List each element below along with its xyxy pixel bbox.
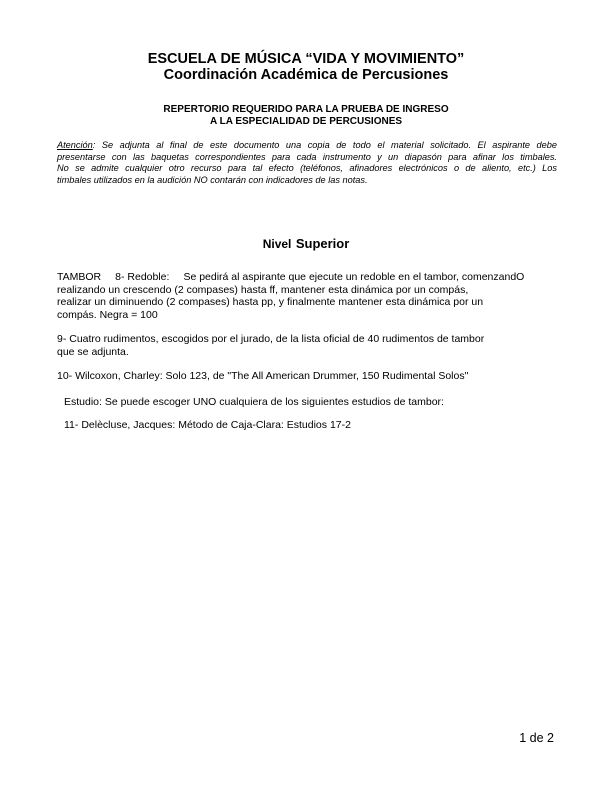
page-number: 1 de 2 [519, 731, 554, 745]
item-8-line-1 [57, 271, 524, 284]
item-8-line-3: realizar un diminuendo (2 compases) hasta pp, y finalmente mantener esta dinámica por un [57, 296, 484, 308]
item-10-line-1: 10- Wilcoxon, Charley: Solo 123, de "The All American Drummer, 150 Rudimental Solos" [57, 370, 469, 382]
school-subtitle: Coordinación Académica de Percusiones [163, 67, 449, 83]
notice-label: Atención [57, 140, 93, 150]
item-8-line-2: realizando un crescendo (2 compases) hasta ff, mantener esta dinámica por un compás, [57, 283, 469, 296]
item-8-redoble [57, 271, 524, 321]
level-word: Nivel [262, 237, 292, 251]
estudio-line-1: Estudio: Se puede escoger UNO cualquiera de los siguientes estudios de tambor: [64, 396, 444, 408]
repertoire-heading-line-1: REPERTORIO REQUERIDO PARA LA PRUEBA DE INGRESO [163, 104, 449, 115]
document-header [0, 51, 612, 83]
notice-line-1-text: : Se adjunta al final de este documento una copia de todo el material solicitado. El aspirante debe [92, 140, 557, 150]
item-9-line-2: que se adjunta. [57, 345, 129, 358]
notice-line-4: timbales utilizados en la audición NO contarán con indicadores de las notas. [57, 174, 368, 185]
estudio-instruction [64, 396, 444, 409]
school-title: ESCUELA DE MÚSICA “VIDA Y MOVIMIENTO” [147, 51, 465, 67]
repertoire-heading-line-2: A LA ESPECIALIDAD DE PERCUSIONES [209, 116, 403, 127]
level-heading [0, 235, 612, 253]
item-8-line-4: compás. Negra = 100 [57, 308, 158, 321]
item-11-delecluse [64, 419, 351, 432]
item-8-line-1-text: Se pedirá al aspirante que ejecute un redoble en el tambor, comenzandO [183, 271, 525, 283]
attention-notice [57, 140, 557, 186]
item-9-line-1: 9- Cuatro rudimentos, escogidos por el jurado, de la lista oficial de 40 rudimentos de tambor [57, 333, 485, 345]
level-name: Superior [295, 236, 350, 251]
item-8-title: 8- Redoble: [115, 271, 170, 283]
item-11-line-1: 11- Delècluse, Jacques: Método de Caja-Clara: Estudios 17-2 [64, 419, 351, 431]
notice-line-2: presentarse con las baquetas correspondientes para cada instrumento y un diapasón para afinar los timbales. [57, 151, 557, 162]
item-9-rudimentos [57, 333, 484, 358]
notice-line-3: No se admite cualquier otro recurso para tal efecto (teléfonos, afinadores electrónicos o de aliento, etc.) Los [57, 163, 557, 173]
repertoire-heading [0, 104, 612, 128]
item-8-instrument: TAMBOR [57, 271, 102, 283]
item-10-wilcoxon [57, 370, 468, 383]
notice-line-1 [57, 140, 557, 152]
